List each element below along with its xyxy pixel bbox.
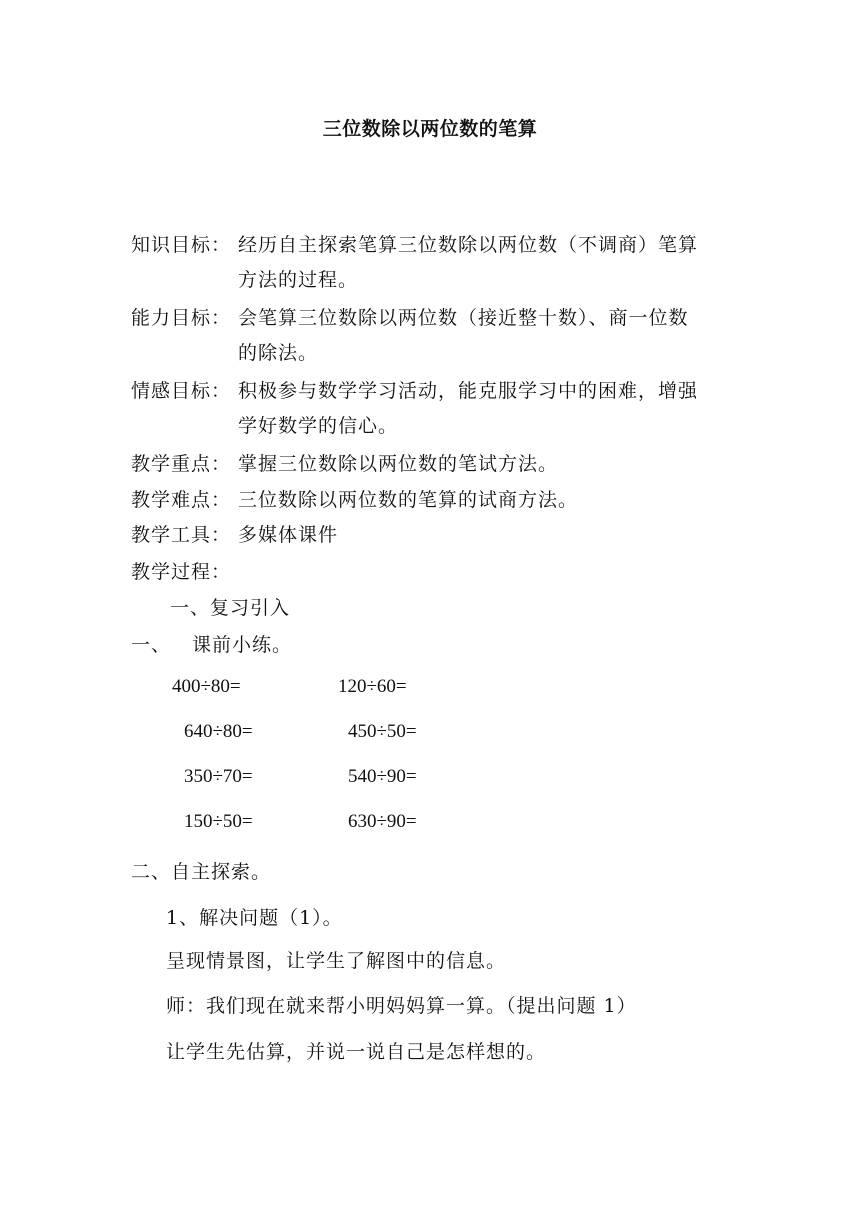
exercise-item: 640÷80= — [184, 721, 253, 742]
exercise-item: 450÷50= — [348, 721, 417, 742]
knowledge-objective-text: 经历自主探索笔算三位数除以两位数（不调商）笔算 — [238, 234, 699, 256]
emotion-objective-text: 积极参与数学学习活动，能克服学习中的困难，增强 — [238, 380, 699, 402]
emotion-objective-label: 情感目标： — [131, 380, 232, 402]
page-title: 三位数除以两位数的笔算 — [322, 118, 538, 140]
review-heading: 一、复习引入 — [170, 597, 291, 619]
exercise-item: 120÷60= — [338, 676, 407, 697]
difficulty-text: 三位数除以两位数的笔算的试商方法。 — [238, 489, 579, 511]
knowledge-objective-text-cont: 方法的过程。 — [238, 269, 359, 291]
exercise-item: 630÷90= — [348, 811, 417, 832]
exercise-item: 540÷90= — [348, 766, 417, 787]
difficulty-label: 教学难点： — [131, 489, 232, 511]
process-label: 教学过程： — [131, 561, 232, 583]
step-line: 师：我们现在就来帮小明妈妈算一算。（提出问题 1） — [166, 995, 637, 1017]
step-line: 呈现情景图，让学生了解图中的信息。 — [166, 950, 507, 972]
ability-objective-text: 会笔算三位数除以两位数（接近整十数）、商一位数 — [238, 307, 689, 329]
knowledge-objective-label: 知识目标： — [131, 234, 232, 256]
exercise-item: 400÷80= — [172, 676, 241, 697]
exercise-item: 350÷70= — [184, 766, 253, 787]
tools-text: 多媒体课件 — [238, 524, 339, 546]
warmup-marker: 一、 — [131, 634, 172, 656]
ability-objective-text-cont: 的除法。 — [238, 342, 319, 364]
key-point-text: 掌握三位数除以两位数的笔试方法。 — [238, 453, 559, 475]
emotion-objective-text-cont: 学好数学的信心。 — [238, 415, 399, 437]
step-line: 让学生先估算，并说一说自己是怎样想的。 — [166, 1041, 547, 1063]
exercise-item: 150÷50= — [184, 811, 253, 832]
explore-heading: 二、自主探索。 — [131, 861, 272, 883]
tools-label: 教学工具： — [131, 524, 232, 546]
warmup-text: 课前小练。 — [192, 634, 293, 656]
key-point-label: 教学重点： — [131, 453, 232, 475]
ability-objective-label: 能力目标： — [131, 307, 232, 329]
step-line: 1、解决问题（1）。 — [166, 907, 343, 929]
